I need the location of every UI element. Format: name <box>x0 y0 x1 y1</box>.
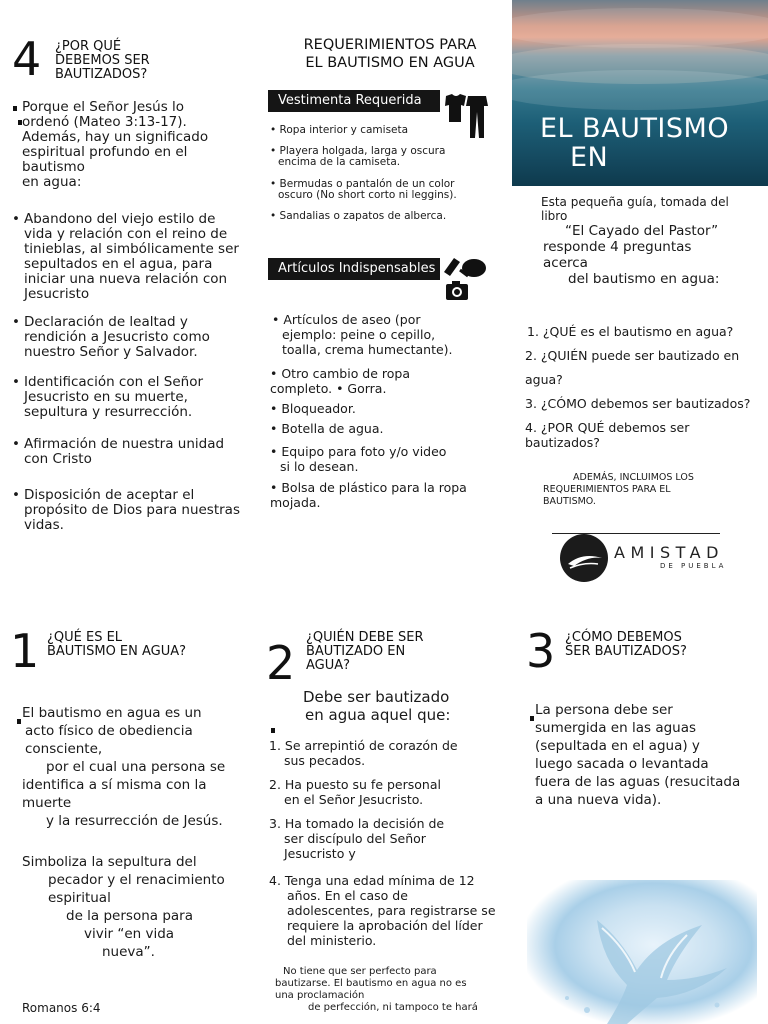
list-item: • Bermudas o pantalón de un color oscuro (No short corto ni leggins). <box>270 177 457 201</box>
list-item: • Equipo para foto y/o video si lo desean. <box>270 444 447 474</box>
list-item: • Disposición de aceptar el propósito de Dios para nuestras vidas. <box>12 487 240 533</box>
list-item: • Identificación con el Señor Jesucristo en su muerte, sepultura y resurrección. <box>12 374 204 420</box>
cover-intro: Esta pequeña guía, tomada del libro “El Cayado del Pastor” responde 4 preguntas acerca del bautismo en agua: <box>541 195 729 287</box>
water-dove-image <box>527 880 757 1024</box>
panel1-heading: ¿QUÉ ES EL BAUTISMO EN AGUA? <box>47 630 187 659</box>
list-item: 4. Tenga una edad mínima de 12 años. En el caso de adolescentes, para registrarse se requiere la aprobación del líder del ministerio. <box>269 873 496 948</box>
panel4-intro: Porque el Señor Jesús lo ordenó (Mateo 3:13-17). Además, hay un significado espiritual profundo en el bautismo en agua: <box>22 99 209 190</box>
list-item: • Artículos de aseo (por ejemplo: peine o cepillo, toalla, crema humectante). <box>272 312 453 357</box>
list-item: • Bloqueador. <box>270 401 356 416</box>
list-item: • Afirmación de nuestra unidad con Cristo <box>12 436 225 467</box>
toiletries-camera-icon <box>440 256 490 302</box>
panel2-lead: Debe ser bautizado en agua aquel que: <box>303 688 451 724</box>
list-item: • Playera holgada, larga y oscura encima de la camiseta. <box>270 144 446 168</box>
panel1-paragraph-1: El bautismo en agua es un acto físico de obediencia consciente, por el cual una persona se identifica a sí misma con la muerte y la resurrección de Jesús. <box>22 705 226 829</box>
panel2-criteria-list <box>269 738 509 948</box>
cover-note: ADEMÁS, INCLUIMOS LOS REQUERIMIENTOS PARA EL BAUTISMO. <box>543 472 694 507</box>
list-item: 1. Se arrepintió de corazón de sus pecados. <box>269 738 458 768</box>
panel3-number: 3 <box>526 624 556 678</box>
list-item: • Ropa interior y camiseta <box>270 124 409 136</box>
list-item: • Otro cambio de ropa completo. • Gorra. <box>270 366 411 396</box>
bible-reference: Romanos 6:4 <box>22 1001 101 1015</box>
cover-title: EL BAUTISMO EN <box>540 113 730 173</box>
panel2-number: 2 <box>266 636 296 690</box>
logo-subtitle: DE PUEBLA <box>660 562 727 570</box>
panel1-paragraph-2: Simboliza la sepultura del pecador y el renacimiento espiritual de la persona para vivir “en vida nueva”. <box>22 854 225 960</box>
panel2-heading: ¿QUIÉN DEBE SER BAUTIZADO EN AGUA? <box>306 630 424 673</box>
panel4-number: 4 <box>12 32 42 86</box>
articles-list <box>270 312 500 510</box>
bullet-square <box>17 719 21 724</box>
bullet-square <box>13 106 17 111</box>
list-item: 2. Ha puesto su fe personal en el Señor Jesucristo. <box>269 777 441 807</box>
panel4-heading: ¿POR QUÉ DEBEMOS SER BAUTIZADOS? <box>55 39 150 82</box>
articles-section-bar: Artículos Indispensables <box>268 258 440 280</box>
logo-wordmark: AMISTAD <box>614 543 724 562</box>
bullet-square <box>530 716 534 721</box>
panel4-point-list <box>12 212 248 533</box>
panel3-heading: ¿CÓMO DEBEMOS SER BAUTIZADOS? <box>565 630 687 659</box>
list-item: • Declaración de lealtad y rendición a Jesucristo como nuestro Señor y Salvador. <box>12 314 210 360</box>
panel1-number: 1 <box>10 624 40 678</box>
panel3-body: La persona debe ser sumergida en las aguas (sepultada en el agua) y luego sacada o levantada fuera de las aguas (resucitada a una nueva vida). <box>535 702 741 808</box>
list-item: • Bolsa de plástico para la ropa mojada. <box>270 480 467 510</box>
list-item: • Abandono del viejo estilo de vida y relación con el reino de tinieblas, al simbólicamente ser sepultados en el agua, para iniciar una nueva relación con Jesucristo <box>12 211 239 302</box>
list-item: 3. Ha tomado la decisión de ser discípulo del Señor Jesucristo y <box>269 816 445 861</box>
list-item: • Sandalias o zapatos de alberca. <box>270 209 447 222</box>
bullet-square <box>271 728 275 733</box>
panel2-note: No tiene que ser perfecto para bautizarse. El bautismo en agua no es una proclamación de perfección, ni tampoco te hará <box>275 966 478 1013</box>
clothing-section-bar: Vestimenta Requerida <box>268 90 440 112</box>
list-item: • Botella de agua. <box>270 421 384 436</box>
requirements-title: REQUERIMIENTOS PARA EL BAUTISMO EN AGUA <box>303 37 477 71</box>
amistad-logo-icon <box>560 534 608 582</box>
cover-water-image <box>512 0 768 186</box>
clothing-list <box>270 125 470 222</box>
cover-question-list: 1. ¿QUÉ es el bautismo en agua? 2. ¿QUIÉN puede ser bautizado en agua? 3. ¿CÓMO debemos ser bautizados? 4. ¿POR QUÉ debemos ser bautizados? <box>525 324 751 450</box>
